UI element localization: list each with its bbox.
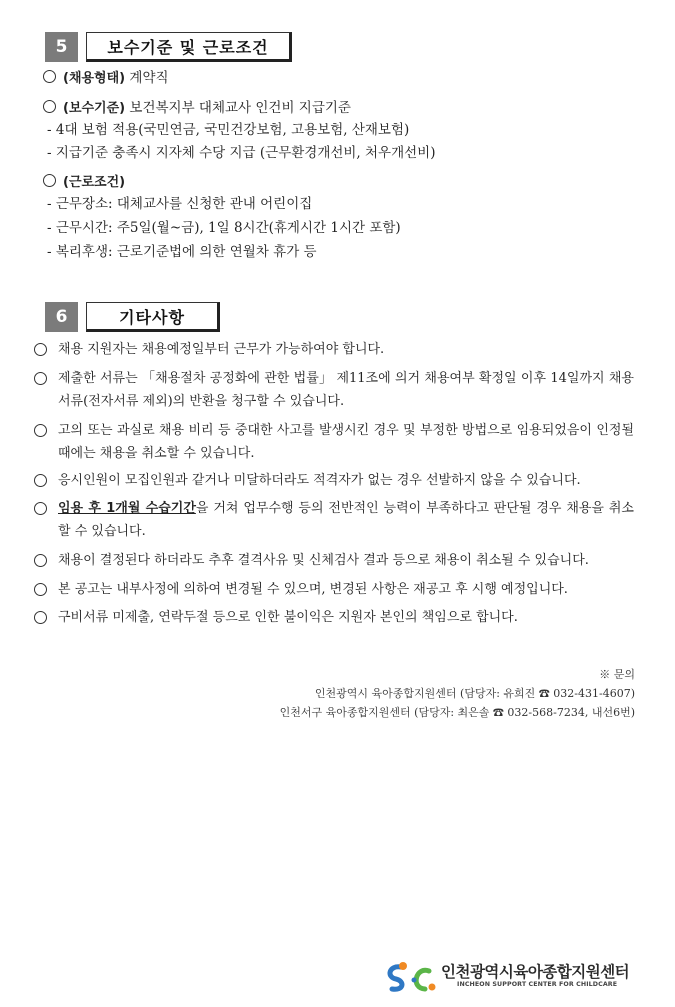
- notice-item: 제출한 서류는 「채용절차 공정화에 관한 법률」 제11조에 의거 채용여부 확정일 이후 14일까지 채용서류(전자서류 제외)의 반환을 청구할 수 있습니다.: [34, 367, 634, 413]
- logo-subtitle: INCHEON SUPPORT CENTER FOR CHILDCARE: [457, 981, 618, 988]
- notice-item-probation: [34, 497, 634, 543]
- pay-standard-line: [43, 98, 351, 119]
- work-label: (근로조건): [63, 175, 126, 190]
- notice-item: 채용이 결정된다 하더라도 추후 결격사유 및 신체검사 결과 등으로 채용이 취소될 수 있습니다.: [34, 549, 634, 572]
- circle-bullet-icon: [34, 474, 47, 487]
- section-number: 6: [45, 302, 78, 332]
- work-item: - 복리후생: 근로기준법에 의한 연월차 휴가 등: [47, 244, 317, 260]
- notice-item: 구비서류 미제출, 연락두절 등으로 인한 불이익은 지원자 본인의 책임으로 합니다.: [34, 606, 634, 629]
- notice-item: 본 공고는 내부사정에 의하여 변경될 수 있으며, 변경된 사항은 재공고 후 시행 예정입니다.: [34, 578, 634, 601]
- circle-bullet-icon: [34, 554, 47, 567]
- contact-line: 인천광역시 육아종합지원센터 (담당자: 유희진 ☎ 032-431-4607): [314, 687, 635, 700]
- circle-bullet-icon: [34, 372, 47, 385]
- pay-item: - 지급기준 충족시 지자체 수당 지급 (근무환경개선비, 처우개선비): [47, 145, 436, 161]
- logo-mark-icon: [383, 958, 441, 998]
- employment-value: 계약직: [125, 70, 169, 86]
- probation-emphasis: 임용 후 1개월 수습기간: [58, 501, 196, 516]
- circle-bullet-icon: [43, 100, 56, 113]
- section-title: 보수기준 및 근로조건: [86, 32, 292, 62]
- circle-bullet-icon: [34, 583, 47, 596]
- section-title: 기타사항: [86, 302, 220, 332]
- notice-item: 응시인원이 모집인원과 같거나 미달하더라도 적격자가 없는 경우 선발하지 않을 수 있습니다.: [34, 469, 634, 492]
- employment-label: (채용형태): [63, 71, 126, 86]
- circle-bullet-icon: [43, 70, 56, 83]
- pay-value: 보건복지부 대체교사 인건비 지급기준: [125, 100, 351, 116]
- contact-header: ※ 문의: [599, 668, 635, 681]
- circle-bullet-icon: [43, 174, 56, 187]
- contact-line: 인천서구 육아종합지원센터 (담당자: 최은솔 ☎ 032-568-7234, 내선6번): [279, 706, 635, 719]
- center-logo: [383, 958, 635, 998]
- section-5-header: [45, 32, 292, 62]
- notice-item: 고의 또는 과실로 채용 비리 등 중대한 사고를 발생시킨 경우 및 부정한 방법으로 임용되었음이 인정될 때에는 채용을 취소할 수 있습니다.: [34, 419, 634, 465]
- logo-name: 인천광역시육아종합지원센터: [441, 963, 630, 981]
- work-item: - 근무시간: 주5일(월~금), 1일 8시간(휴게시간 1시간 포함): [47, 220, 401, 236]
- notice-item: 채용 지원자는 채용예정일부터 근무가 가능하여야 합니다.: [34, 338, 634, 361]
- circle-bullet-icon: [34, 502, 47, 515]
- work-item: - 근무장소: 대체교사를 신청한 관내 어린이집: [47, 196, 313, 212]
- employment-type-line: [43, 68, 169, 89]
- pay-label: (보수기준): [63, 101, 126, 116]
- section-6-header: [45, 302, 220, 332]
- circle-bullet-icon: [34, 611, 47, 624]
- probation-rest: 을 거쳐 업무수행 등의 전반적인 능력이 부족하다고 판단될 경우 채용을 취소할 수 있습니다.: [58, 501, 634, 539]
- section-number: 5: [45, 32, 78, 62]
- pay-item: - 4대 보험 적용(국민연금, 국민건강보험, 고용보험, 산재보험): [47, 122, 410, 138]
- circle-bullet-icon: [34, 343, 47, 356]
- circle-bullet-icon: [34, 424, 47, 437]
- work-condition-line: [43, 172, 125, 193]
